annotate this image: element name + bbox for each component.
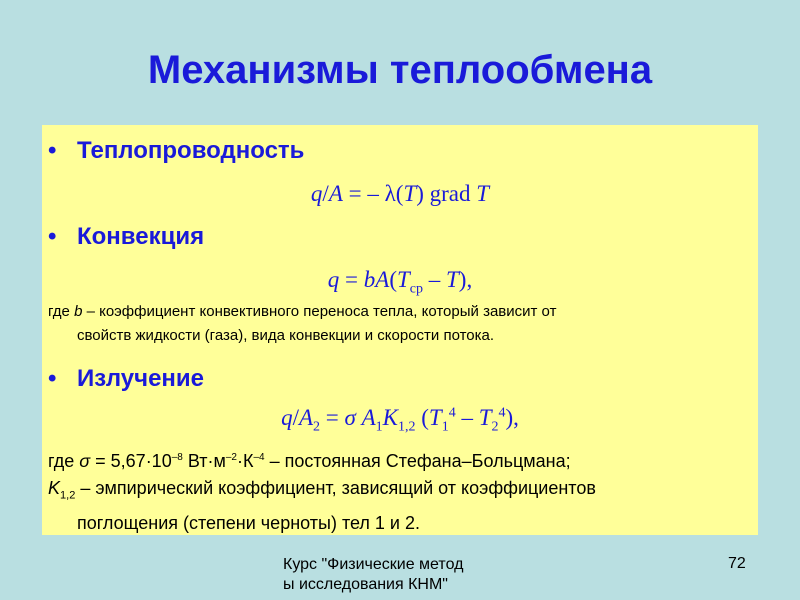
bullet-icon: • — [48, 137, 57, 164]
heading-conduction: Теплопроводность — [77, 137, 305, 164]
slide-title: Механизмы теплообмена — [147, 48, 653, 92]
bullet-icon: • — [48, 223, 57, 250]
note-convection: где b – коэффициент конвективного переноса тепла, который зависит от свойств жидкости (газа), вида конвекции и скорости потока. — [48, 303, 557, 344]
formula-radiation: $q/A_2 = \sigma$ $A_1K_{1,2}$ $(T_1^4 - T_2^4)$, — [281, 405, 519, 435]
heading-convection: Конвекция — [77, 223, 205, 250]
footer-course: Курс "Физические метод ы исследования КНМ" — [283, 556, 464, 593]
formula-convection: $q = bA(T_{ср} - T)$, — [327, 267, 473, 297]
note-radiation: где $\sigma = 5,67\cdot 10^{-8}$ $Вт\cdot м^{-2}\cdot К^{-4}$ – постоянная Стефана–Больцмана; $K_{1,2}$ – эмпирический коэффициент, зависящий от коэффициентов поглощения (степени черноты) тел 1 и 2. — [48, 451, 596, 533]
bullet-icon: • — [48, 365, 57, 392]
page-number: 72 — [728, 555, 746, 572]
heading-radiation: Излучение — [77, 365, 205, 392]
content-box — [42, 125, 758, 535]
formula-conduction: q/A = – λ(T) grad T — [310, 181, 490, 206]
